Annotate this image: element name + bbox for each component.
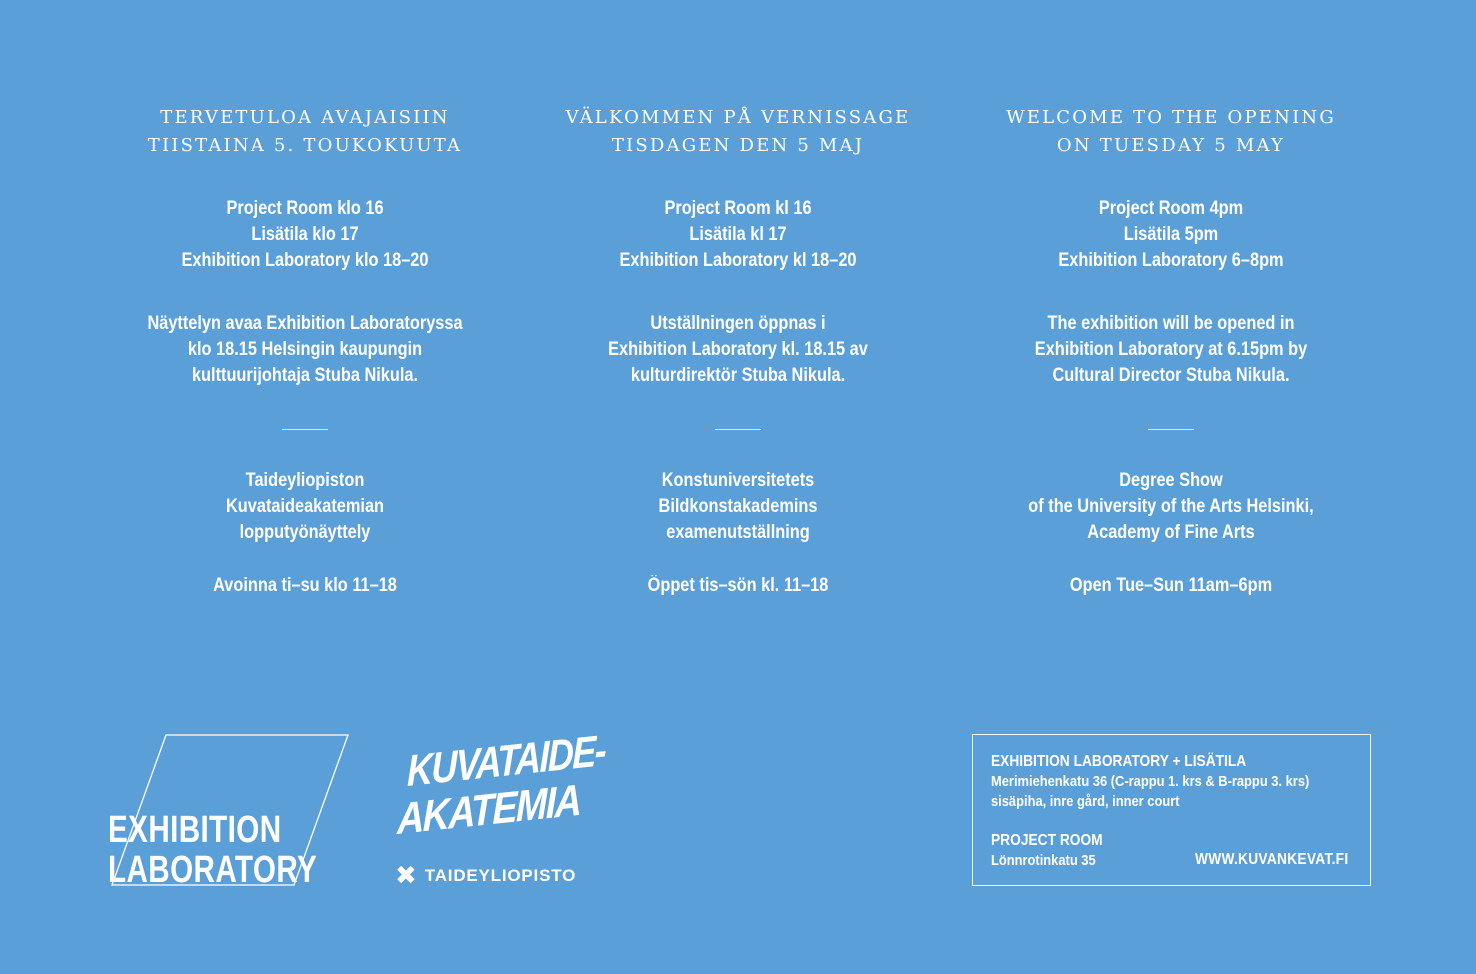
project-room-title: PROJECT ROOM bbox=[991, 832, 1103, 849]
opening-hours: Öppet tis–sön kl. 11–18 bbox=[647, 575, 829, 596]
opening-line: Exhibition Laboratory kl. 18.15 av bbox=[608, 339, 868, 360]
opening-line: The exhibition will be opened in bbox=[1047, 313, 1295, 334]
opening-speech-info bbox=[124, 311, 485, 389]
degree-line: examenutställning bbox=[666, 522, 810, 543]
degree-line: lopputyönäyttely bbox=[239, 522, 371, 543]
heading-line: ON TUESDAY 5 MAY bbox=[1056, 135, 1286, 156]
heading-line: TISDAGEN DEN 5 MAJ bbox=[611, 135, 865, 156]
kuvataideakatemia-logo bbox=[395, 726, 635, 902]
opening-line: Exhibition Laboratory at 6.15pm by bbox=[1034, 339, 1308, 360]
website-link[interactable]: WWW.KUVANKEVAT.FI bbox=[1194, 851, 1348, 868]
heading-line: VÄLKOMMEN PÅ VERNISSAGE bbox=[565, 107, 911, 128]
laboratory-logo-word: LABORATORY bbox=[108, 849, 318, 891]
opening-line: Näyttelyn avaa Exhibition Laboratoryssa bbox=[147, 313, 463, 334]
venue-title: EXHIBITION LABORATORY + LISÄTILA bbox=[991, 753, 1247, 770]
project-room-street: Lönnrotinkatu 35 bbox=[991, 852, 1096, 869]
column-heading bbox=[961, 104, 1381, 160]
venue-court: sisäpiha, inre gård, inner court bbox=[991, 793, 1180, 810]
degree-line: Bildkonstakademins bbox=[658, 496, 818, 517]
opening-line: Cultural Director Stuba Nikula. bbox=[1052, 365, 1290, 386]
opening-line: Utställningen öppnas i bbox=[650, 313, 826, 334]
degree-line: Kuvataideakatemian bbox=[225, 496, 385, 517]
opening-speech-info bbox=[990, 311, 1351, 389]
time-line: Project Room kl 16 bbox=[664, 198, 812, 219]
divider bbox=[1148, 429, 1194, 430]
address-box bbox=[972, 734, 1371, 886]
spacer bbox=[991, 812, 1309, 831]
degree-line: Taideyliopiston bbox=[245, 470, 365, 491]
time-line: Lisätila 5pm bbox=[1123, 224, 1219, 245]
opening-speech-info bbox=[557, 311, 918, 389]
time-line: Project Room 4pm bbox=[1098, 198, 1244, 219]
degree-line: of the University of the Arts Helsinki, bbox=[1028, 496, 1314, 517]
taideyliopisto-logo bbox=[395, 863, 576, 889]
column-finnish bbox=[95, 104, 515, 599]
exhibition-laboratory-logo bbox=[104, 730, 364, 890]
heading-line: TIISTAINA 5. TOUKOKUUTA bbox=[147, 135, 463, 156]
degree-show-title bbox=[124, 468, 485, 546]
heading-line: WELCOME TO THE OPENING bbox=[1006, 107, 1336, 128]
time-line: Exhibition Laboratory 6–8pm bbox=[1058, 250, 1284, 271]
degree-line: Academy of Fine Arts bbox=[1087, 522, 1255, 543]
time-line: Lisätila kl 17 bbox=[689, 224, 787, 245]
exhibition-logo-word: EXHIBITION bbox=[108, 809, 282, 851]
degree-line: Konstuniversitetets bbox=[661, 470, 815, 491]
time-line: Exhibition Laboratory klo 18–20 bbox=[181, 250, 429, 271]
opening-line: kulturdirektör Stuba Nikula. bbox=[630, 365, 846, 386]
time-line: Exhibition Laboratory kl 18–20 bbox=[619, 250, 857, 271]
column-english bbox=[961, 104, 1381, 599]
opening-times bbox=[124, 196, 485, 274]
opening-line: kulttuurijohtaja Stuba Nikula. bbox=[191, 365, 419, 386]
column-heading bbox=[95, 104, 515, 160]
degree-show-title bbox=[990, 468, 1351, 546]
kuvataide-logo-word: KUVATAIDE- bbox=[407, 726, 606, 796]
opening-times bbox=[557, 196, 918, 274]
taideyliopisto-word: TAIDEYLIOPISTO bbox=[424, 866, 577, 885]
opening-times bbox=[990, 196, 1351, 274]
degree-show-title bbox=[557, 468, 918, 546]
time-line: Project Room klo 16 bbox=[226, 198, 384, 219]
column-heading bbox=[528, 104, 948, 160]
akatemia-logo-word: AKATEMIA bbox=[397, 775, 581, 844]
opening-hours: Open Tue–Sun 11am–6pm bbox=[1069, 575, 1273, 596]
divider bbox=[715, 429, 761, 430]
heading-line: TERVETULOA AVAJAISIIN bbox=[160, 107, 450, 128]
venue-street: Merimiehenkatu 36 (C-rappu 1. krs & B-rappu 3. krs) bbox=[991, 773, 1310, 790]
time-line: Lisätila klo 17 bbox=[251, 224, 359, 245]
cross-icon: ✖ bbox=[395, 861, 417, 891]
opening-hours: Avoinna ti–su klo 11–18 bbox=[213, 575, 397, 596]
degree-line: Degree Show bbox=[1119, 470, 1223, 491]
column-swedish bbox=[528, 104, 948, 599]
opening-line: klo 18.15 Helsingin kaupungin bbox=[187, 339, 423, 360]
divider bbox=[282, 429, 328, 430]
